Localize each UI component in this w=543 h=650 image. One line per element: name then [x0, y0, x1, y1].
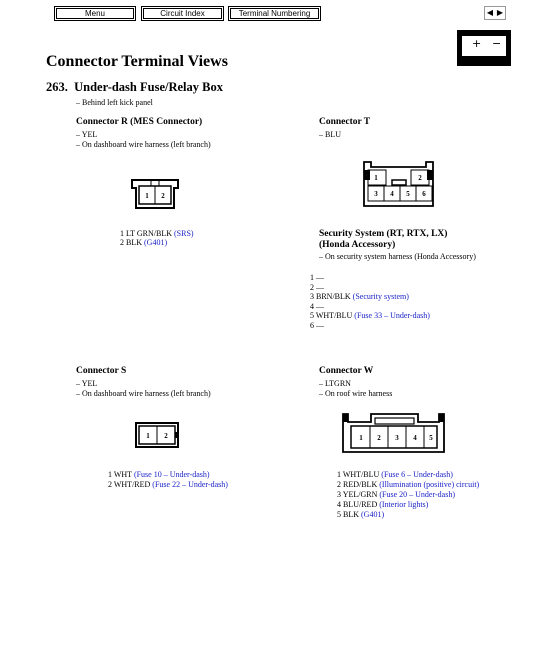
pin-wire: 3 YEL/GRN: [337, 490, 380, 499]
connector-w-pin-4: [337, 500, 428, 509]
connector-w-title: Connector W: [319, 366, 374, 376]
pin-wire: 6 —: [310, 321, 324, 330]
pin-link[interactable]: (Fuse 22 – Under-dash): [152, 480, 228, 489]
security-title: Security System (RT, RTX, LX): [319, 229, 448, 239]
pin-label: 1: [374, 174, 378, 182]
section-title: Under-dash Fuse/Relay Box: [74, 80, 223, 94]
pin-label: 6: [422, 190, 426, 198]
connector-s-pin-1: [108, 470, 210, 479]
connector-r-title: Connector R (MES Connector): [76, 117, 203, 127]
pin-wire: 5 BLK: [337, 510, 361, 519]
prev-page-icon[interactable]: ◀: [486, 8, 494, 17]
pin-label: 5: [406, 190, 410, 198]
security-pin-3: [310, 292, 409, 301]
pin-wire: 2 BLK: [120, 238, 144, 247]
pin-link[interactable]: (Fuse 6 – Under-dash): [381, 470, 453, 479]
pin-wire: 1 —: [310, 273, 324, 282]
connector-s-diagram: [134, 421, 180, 449]
pin-wire: 4 —: [310, 302, 324, 311]
connector-r-color: – YEL: [76, 130, 98, 139]
pin-link[interactable]: (SRS): [174, 229, 194, 238]
security-pin-1: [310, 273, 324, 282]
security-subtitle: (Honda Accessory): [319, 240, 396, 250]
section-heading: [46, 80, 223, 95]
pin-wire: 1 WHT: [108, 470, 134, 479]
connector-w-color: – LTGRN: [319, 379, 351, 388]
connector-r-pin-1: [120, 229, 194, 238]
pin-label: 3: [374, 190, 378, 198]
pin-link[interactable]: (Fuse 33 – Under-dash): [354, 311, 430, 320]
connector-r-pin-2: [120, 238, 167, 247]
pin-label: 2: [418, 174, 422, 182]
connector-w-pin-5: [337, 510, 384, 519]
pin-label: 2: [377, 434, 381, 442]
connector-r-location: – On dashboard wire harness (left branch): [76, 140, 211, 149]
connector-t-title: Connector T: [319, 117, 371, 127]
pin-label: 1: [146, 432, 150, 440]
pin-wire: 3 BRN/BLK: [310, 292, 353, 301]
pin-wire: 2 —: [310, 283, 324, 292]
connector-r-diagram: [128, 178, 182, 210]
pin-link[interactable]: (G401): [361, 510, 385, 519]
pin-link[interactable]: (G401): [144, 238, 168, 247]
page-title: Connector Terminal Views: [46, 53, 228, 70]
section-number: 263.: [46, 80, 68, 94]
pin-label: 5: [429, 434, 433, 442]
security-location: – On security system harness (Honda Accessory): [319, 252, 476, 261]
pin-label: 4: [413, 434, 417, 442]
battery-plus-icon: +: [472, 37, 482, 50]
circuit-index-button[interactable]: [141, 6, 224, 21]
pin-label: 1: [145, 192, 149, 200]
security-pin-6: [310, 321, 324, 330]
pin-link[interactable]: (Security system): [352, 292, 409, 301]
connector-w-location: – On roof wire harness: [319, 389, 393, 398]
pin-wire: 1 LT GRN/BLK: [120, 229, 175, 238]
pin-wire: 1 WHT/BLU: [337, 470, 382, 479]
connector-w-pin-3: [337, 490, 455, 499]
connector-w-pin-2: [337, 480, 479, 489]
battery-cell: [462, 36, 506, 56]
pin-wire: 2 RED/BLK: [337, 480, 380, 489]
page-nav-arrows: [484, 6, 506, 20]
menu-button-label: Menu: [56, 8, 134, 19]
battery-minus-icon: −: [492, 37, 502, 50]
terminal-numbering-button-label: Terminal Numbering: [230, 8, 319, 19]
connector-t-color: – BLU: [319, 130, 341, 139]
pin-link[interactable]: (Illumination (positive) circuit): [379, 480, 480, 489]
section-location: – Behind left kick panel: [76, 98, 153, 107]
connector-s-location: – On dashboard wire harness (left branch): [76, 389, 211, 398]
circuit-index-button-label: Circuit Index: [143, 8, 222, 19]
pin-wire: 4 BLU/RED: [337, 500, 380, 509]
pin-link[interactable]: (Interior lights): [379, 500, 429, 509]
connector-w-diagram: [341, 412, 447, 454]
pin-link[interactable]: (Fuse 10 – Under-dash): [133, 470, 210, 479]
pin-label: 2: [164, 432, 168, 440]
connector-t-diagram: [362, 160, 436, 208]
security-pin-5: [310, 311, 430, 320]
connector-s-title: Connector S: [76, 366, 127, 376]
terminal-numbering-button[interactable]: [228, 6, 321, 21]
pin-label: 3: [395, 434, 399, 442]
connector-w-pin-1: [337, 470, 453, 479]
security-pin-4: [310, 302, 324, 311]
pin-label: 2: [161, 192, 165, 200]
next-page-icon[interactable]: ▶: [496, 8, 504, 17]
pin-label: 1: [359, 434, 363, 442]
pin-wire: 5 WHT/BLU: [310, 311, 355, 320]
battery-icon: [457, 30, 511, 66]
security-pin-2: [310, 283, 324, 292]
connector-s-color: – YEL: [76, 379, 98, 388]
pin-wire: 2 WHT/RED: [108, 480, 153, 489]
pin-label: 4: [390, 190, 394, 198]
connector-s-pin-2: [108, 480, 228, 489]
pin-link[interactable]: (Fuse 20 – Under-dash): [379, 490, 455, 499]
menu-button[interactable]: [54, 6, 136, 21]
